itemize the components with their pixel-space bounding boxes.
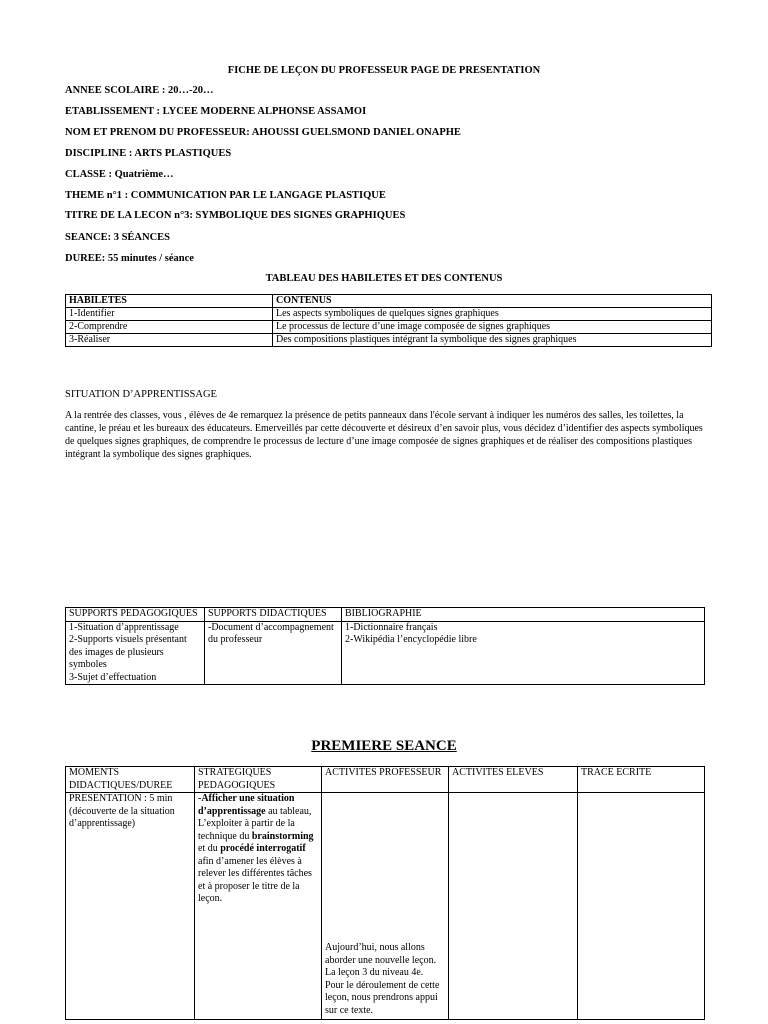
seance-table [65, 766, 705, 1020]
header-strategies: STRATEGIQUES PEDAGOGIQUES [195, 767, 322, 793]
list-item: 1-Dictionnaire français [345, 621, 438, 633]
titre-lecon: TITRE DE LA LECON n°3: SYMBOLIQUE DES SIGNES GRAPHIQUES [65, 210, 406, 221]
activite-professeur-text: Aujourd’hui, nous allons aborder une nouvelle leçon. La leçon 3 du niveau 4e. Pour le déroulement de cette leçon, nous prendrons appui sur ce texte. [325, 942, 440, 1016]
habiletes-caption: TABLEAU DES HABILETES ET DES CONTENUS [265, 273, 503, 284]
header-moments: MOMENTS DIDACTIQUES/DUREE [66, 767, 195, 793]
supports-table [65, 607, 705, 685]
professeur-name: NOM ET PRENOM DU PROFESSEUR: AHOUSSI GUELSMOND DANIEL ONAPHE [65, 127, 461, 138]
seance-count: SEANCE: 3 SÉANCES [65, 232, 171, 243]
strategie-cell [195, 793, 322, 1020]
strategie-text: afin d’amener les élèves à relever les différentes tâches et à proposer le titre de la leçon. [198, 855, 312, 904]
header-supports-pedagogiques: SUPPORTS PEDAGOGIQUES [66, 608, 205, 622]
contenu-cell: Le processus de lecture d’une image composée de signes graphiques [273, 321, 712, 334]
contenu-cell: Les aspects symboliques de quelques signes graphiques [273, 308, 712, 321]
header-bibliographie: BIBLIOGRAPHIE [342, 608, 705, 622]
annee-scolaire: ANNEE SCOLAIRE : 20…-20… [65, 85, 214, 96]
contenu-cell: Des compositions plastiques intégrant la symbolique des signes graphiques [273, 334, 712, 347]
strategie-text: et du [198, 843, 221, 854]
strategie-text: au tableau, [265, 805, 312, 817]
moment-cell: PRESENTATION : 5 min (découverte de la situation d’apprentissage) [66, 793, 195, 1020]
trace-ecrite-cell [578, 793, 705, 1020]
list-item: -Document d’accompagnement du professeur [208, 621, 334, 645]
header-contenus: CONTENUS [273, 295, 712, 308]
header-supports-didactiques: SUPPORTS DIDACTIQUES [205, 608, 342, 622]
header-activites-professeur: ACTIVITES PROFESSEUR [322, 767, 449, 793]
header-trace-ecrite: TRACE ECRITE [578, 767, 705, 793]
discipline: DISCIPLINE : ARTS PLASTIQUES [65, 148, 232, 159]
situation-text: A la rentrée des classes, vous , élèves de 4e remarquez la présence de petits panneaux dans l'école servant à indiquer les numéros des salles, les toilettes, la cantine, le préau et les bureaux des éducateurs. Emerveillés par cette découverte et désireux d’en savoir plus, vous décidez d’identifier des aspects symboliques de quelques signes graphiques, de comprendre le processus de lecture d’une image composée de signes graphiques et de réaliser des compositions plastiques intégrant la symbolique des signes graphiques. [65, 410, 703, 460]
table-row [66, 308, 712, 321]
list-item: 3-Sujet d’effectuation [69, 671, 157, 683]
activite-eleves-cell [449, 793, 578, 1020]
habilete-cell: 1-Identifier [66, 308, 273, 321]
table-row [66, 334, 712, 347]
habilete-cell: 3-Réaliser [66, 334, 273, 347]
list-item: 1-Situation d’apprentissage [69, 621, 179, 633]
table-header-row [66, 767, 705, 793]
situation-title: SITUATION D’APPRENTISSAGE [65, 389, 217, 400]
bibliographie-cell [342, 621, 705, 685]
habilete-cell: 2-Comprendre [66, 321, 273, 334]
table-row [66, 321, 712, 334]
etablissement: ETABLISSEMENT : LYCEE MODERNE ALPHONSE ASSAMOI [65, 106, 367, 117]
theme: THEME n°1 : COMMUNICATION PAR LE LANGAGE PLASTIQUE [65, 190, 386, 201]
table-header-row [66, 295, 712, 308]
header-habiletes: HABILETES [66, 295, 273, 308]
strategie-bold: brainstorming [251, 830, 314, 842]
duree: DUREE: 55 minutes / séance [65, 253, 194, 264]
table-header-row [66, 608, 705, 622]
supports-didactiques-cell [205, 621, 342, 685]
habiletes-table [65, 294, 712, 347]
sheet-title: FICHE DE LEÇON DU PROFESSEUR PAGE DE PRESENTATION [227, 65, 541, 76]
classe: CLASSE : Quatrième… [65, 169, 174, 180]
table-row [66, 621, 705, 685]
activite-professeur-cell [322, 793, 449, 1020]
list-item: 2-Supports visuels présentant des images de plusieurs symboles [69, 634, 187, 670]
header-activites-eleves: ACTIVITES ELEVES [449, 767, 578, 793]
list-item: 2-Wikipédia l’encyclopédie libre [345, 634, 477, 645]
strategie-bold: procédé interrogatif [220, 843, 306, 854]
supports-pedagogiques-cell [66, 621, 205, 685]
strategie-text: L’exploiter à partir de la technique du [198, 818, 295, 842]
premiere-seance-title: PREMIERE SEANCE [311, 738, 457, 754]
strategie-bold: -Afficher une situation d’apprentissage [198, 793, 295, 817]
table-row [66, 793, 705, 1020]
